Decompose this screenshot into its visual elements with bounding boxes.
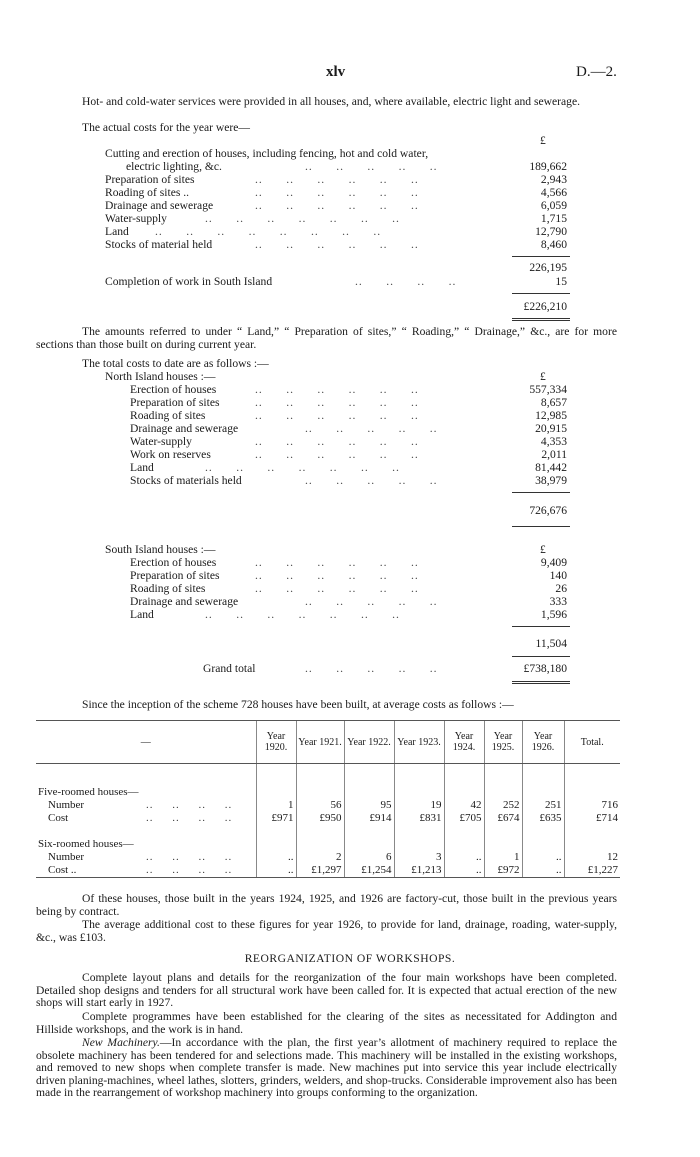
table-cell: £831 <box>394 812 444 825</box>
group-title: Six-roomed houses— <box>38 838 134 851</box>
leader-dots: .. .. .. .. .. .. <box>255 186 419 199</box>
north-total-rule <box>512 492 570 493</box>
houses-cost-table <box>36 720 620 878</box>
total-costs-intro: The total costs to date are as follows :— <box>82 357 269 370</box>
north-item-label: Water-supply <box>130 435 192 448</box>
north-item-value: 12,985 <box>535 409 567 422</box>
south-item-label: Drainage and sewerage <box>130 595 239 608</box>
leader-dots: .. .. .. .. <box>355 275 457 288</box>
north-island-heading: North Island houses :— <box>105 370 216 383</box>
page-number: xlv <box>326 64 346 80</box>
north-item-value: 2,011 <box>541 448 567 461</box>
north-item-label: Work on reserves <box>130 448 211 461</box>
north-item-label: Drainage and sewerage <box>130 422 239 435</box>
leader-dots: .. .. .. .. .. <box>305 474 438 487</box>
table-cell: 716 <box>564 799 620 812</box>
leader-dots: .. .. .. .. .. .. <box>255 173 419 186</box>
leader-dots: .. .. .. .. .. .. .. .. <box>155 225 382 238</box>
north-item-value: 81,442 <box>535 461 567 474</box>
leader-dots: .. .. .. .. .. .. .. <box>205 608 400 621</box>
leader-dots: .. .. .. .. .. <box>305 422 438 435</box>
table-header-cell: Year 1924. <box>444 721 484 764</box>
table-cell: 6 <box>344 851 394 864</box>
cost-item-label: Preparation of sites <box>105 173 195 186</box>
table-cell: 42 <box>444 799 484 812</box>
cost-item <box>0 239 700 252</box>
table-intro: Since the inception of the scheme 728 houses have been built, at average costs as follows :— <box>82 698 514 711</box>
north-item-value: 38,979 <box>535 474 567 487</box>
south-item-value: 333 <box>549 595 567 608</box>
table-cell: £950 <box>296 812 344 825</box>
south-island-total: 11,504 <box>535 637 567 650</box>
cost-item-label: Stocks of material held <box>105 238 213 251</box>
south-item-label: Erection of houses <box>130 556 217 569</box>
north-item-label: Stocks of materials held <box>130 474 242 487</box>
table-cell: .. <box>444 864 484 878</box>
grand-total-double-rule <box>512 681 570 684</box>
cost-item-label: electric lighting, &c. <box>126 160 222 173</box>
year-subtotal: 226,195 <box>529 261 567 274</box>
table-row <box>36 812 620 825</box>
new-machinery-text: —In accordance with the plan, the first year’s allotment of machinery required to replace the obsolete machinery has been tendered for and selections made. This machinery will be installed in the existing workshops, and removed to new shops when complete transfer is made. New machines put into service this year include electrically driven planing-machines, wheel lathes, slotters, grinders, welders, and shop-trucks. Considerable improvement also has been made in the rearrangement of workshop machinery into groups conforming to the organization. <box>36 1036 617 1100</box>
table-cell: £705 <box>444 812 484 825</box>
table-cell: 252 <box>484 799 522 812</box>
south-end-rule <box>512 656 570 657</box>
south-item <box>0 609 700 622</box>
subtotal-rule <box>512 256 570 257</box>
table-cell: .. <box>256 851 296 864</box>
south-total-rule <box>512 626 570 627</box>
grand-total-label: Grand total <box>203 662 256 675</box>
table-header-cell: Year 1926. <box>522 721 564 764</box>
cost-item-label: Water-supply <box>105 212 167 225</box>
table-cell: .. <box>444 851 484 864</box>
completion-value: 15 <box>555 275 567 288</box>
leader-dots: .. .. .. .. .. .. <box>255 435 419 448</box>
leader-dots: .. .. .. .. .. <box>305 160 438 173</box>
table-cell: £972 <box>484 864 522 878</box>
table-cell: £1,227 <box>564 864 620 878</box>
document-reference: D.—2. <box>576 64 617 80</box>
currency-symbol: £ <box>540 370 546 383</box>
row-label: Cost .. .. .. .. .. <box>36 864 256 878</box>
south-island-heading: South Island houses :— <box>105 543 216 556</box>
row-label: Cost .. .. .. .. <box>48 812 233 825</box>
currency-symbol: £ <box>540 543 546 556</box>
average-cost-paragraph: The average additional cost to these figures for year 1926, to provide for land, drainage, roading, water-supply, &c., was £103. <box>36 918 617 944</box>
table-row <box>36 799 620 812</box>
new-machinery-title: New Machinery. <box>82 1036 160 1049</box>
north-item-value: 4,353 <box>540 435 567 448</box>
north-item <box>0 475 700 488</box>
south-item-label: Land <box>130 608 154 621</box>
table-spacer-row <box>36 825 620 838</box>
workshops-paragraph: Complete layout plans and details for the reorganization of the four main workshops have been completed. Detailed shop designs and tenders for all structural work have been called for. It is expected that actual erection of the new shops will start early in 1927. <box>36 971 617 1010</box>
table-cell: £635 <box>522 812 564 825</box>
intro-paragraph: Hot- and cold-water services were provided in all houses, and, where available, electric light and sewerage. <box>82 95 581 108</box>
row-label: Number .. .. .. .. <box>48 851 233 864</box>
table-row <box>36 851 620 864</box>
south-item-label: Preparation of sites <box>130 569 220 582</box>
leader-dots: .. .. .. .. .. <box>305 662 438 675</box>
actual-costs-intro: The actual costs for the year were— <box>82 121 251 134</box>
south-item-value: 1,596 <box>540 608 567 621</box>
total-double-rule <box>512 318 570 321</box>
north-item-label: Land <box>130 461 154 474</box>
table-cell: £971 <box>256 812 296 825</box>
group-title: Five-roomed houses— <box>38 786 139 799</box>
grand-total-value: £738,180 <box>523 662 567 675</box>
table-row <box>36 864 620 878</box>
table-header-cell: Total. <box>564 721 620 764</box>
year-total: £226,210 <box>523 300 567 313</box>
table-cell: £1,254 <box>344 864 394 878</box>
north-item-label: Preparation of sites <box>130 396 220 409</box>
table-cell: 56 <box>296 799 344 812</box>
cost-item-label: Drainage and sewerage <box>105 199 214 212</box>
cost-item-label: Roading of sites .. <box>105 186 190 199</box>
note-paragraph: The amounts referred to under “ Land,” “ Preparation of sites,” “ Roading,” “ Drainage,” &c., are for more sections than those built on during current year. <box>36 325 617 351</box>
table-cell: 3 <box>394 851 444 864</box>
table-header-cell: Year 1923. <box>394 721 444 764</box>
leader-dots: .. .. .. .. .. .. <box>255 238 419 251</box>
table-cell: .. <box>522 864 564 878</box>
north-island-total: 726,676 <box>529 504 567 517</box>
south-item-value: 140 <box>549 569 567 582</box>
leader-dots: .. .. .. .. .. .. <box>255 448 419 461</box>
table-group-row <box>36 838 620 851</box>
currency-symbol: £ <box>540 134 546 147</box>
row-label: Number .. .. .. .. <box>48 799 233 812</box>
north-item-value: 8,657 <box>540 396 567 409</box>
south-item-value: 9,409 <box>540 556 567 569</box>
table-cell: £1,213 <box>394 864 444 878</box>
leader-dots: .. .. .. .. .. <box>305 595 438 608</box>
table-cell: £714 <box>564 812 620 825</box>
south-item-value: 26 <box>555 582 567 595</box>
leader-dots: .. .. .. .. .. .. <box>255 569 419 582</box>
leader-dots: .. .. .. .. .. .. .. <box>205 212 400 225</box>
north-end-rule <box>512 526 570 527</box>
table-group-row <box>36 786 620 799</box>
workshops-paragraph: Complete programmes have been established for the clearing of the sites as necessitated for Addington and Hillside workshops, and the work is in hand. <box>36 1010 617 1036</box>
cost-item-value: 4,566 <box>540 186 567 199</box>
table-header-cell: Year 1920. <box>256 721 296 764</box>
grand-total-line <box>0 663 700 676</box>
total-rule <box>512 293 570 294</box>
table-header-row <box>36 721 620 764</box>
workshops-heading: REORGANIZATION OF WORKSHOPS. <box>244 952 456 965</box>
leader-dots: .. .. .. .. .. .. <box>255 409 419 422</box>
table-cell: 2 <box>296 851 344 864</box>
cost-item-label: Land <box>105 225 129 238</box>
cost-item-label: Cutting and erection of houses, including fencing, hot and cold water, <box>105 147 429 160</box>
table-header-cell: — <box>36 721 256 764</box>
leader-dots: .. .. .. .. .. .. <box>255 556 419 569</box>
leader-dots: .. .. .. .. .. .. <box>255 383 419 396</box>
table-cell: 95 <box>344 799 394 812</box>
leader-dots: .. .. .. .. .. .. <box>255 199 419 212</box>
table-cell: 1 <box>484 851 522 864</box>
table-spacer-row <box>36 764 620 787</box>
new-machinery-paragraph <box>36 1037 617 1100</box>
leader-dots: .. .. .. .. .. .. .. <box>205 461 400 474</box>
north-item-value: 20,915 <box>535 422 567 435</box>
table-cell: .. <box>522 851 564 864</box>
table-cell: .. <box>256 864 296 878</box>
north-item-value: 557,334 <box>529 383 567 396</box>
contract-paragraph: Of these houses, those built in the years 1924, 1925, and 1926 are factory-cut, those built in the previous years being by contract. <box>36 892 617 918</box>
table-cell: 19 <box>394 799 444 812</box>
completion-line <box>0 276 700 289</box>
completion-label: Completion of work in South Island <box>105 275 273 288</box>
table-cell: £1,297 <box>296 864 344 878</box>
north-item-label: Roading of sites <box>130 409 206 422</box>
table-header-cell: Year 1925. <box>484 721 522 764</box>
south-item-label: Roading of sites <box>130 582 206 595</box>
leader-dots: .. .. .. .. .. .. <box>255 582 419 595</box>
table-header-cell: Year 1921. <box>296 721 344 764</box>
table-cell: £914 <box>344 812 394 825</box>
cost-item-value: 2,943 <box>540 173 567 186</box>
leader-dots: .. .. .. .. .. .. <box>255 396 419 409</box>
table-header-cell: Year 1922. <box>344 721 394 764</box>
table-cell: 12 <box>564 851 620 864</box>
cost-item-value: 6,059 <box>540 199 567 212</box>
cost-item-value: 8,460 <box>540 238 567 251</box>
cost-item-value: 189,662 <box>529 160 567 173</box>
north-item-label: Erection of houses <box>130 383 217 396</box>
cost-item-value: 1,715 <box>540 212 567 225</box>
cost-item-value: 12,790 <box>535 225 567 238</box>
table-cell: 1 <box>256 799 296 812</box>
table-cell: 251 <box>522 799 564 812</box>
table-cell: £674 <box>484 812 522 825</box>
